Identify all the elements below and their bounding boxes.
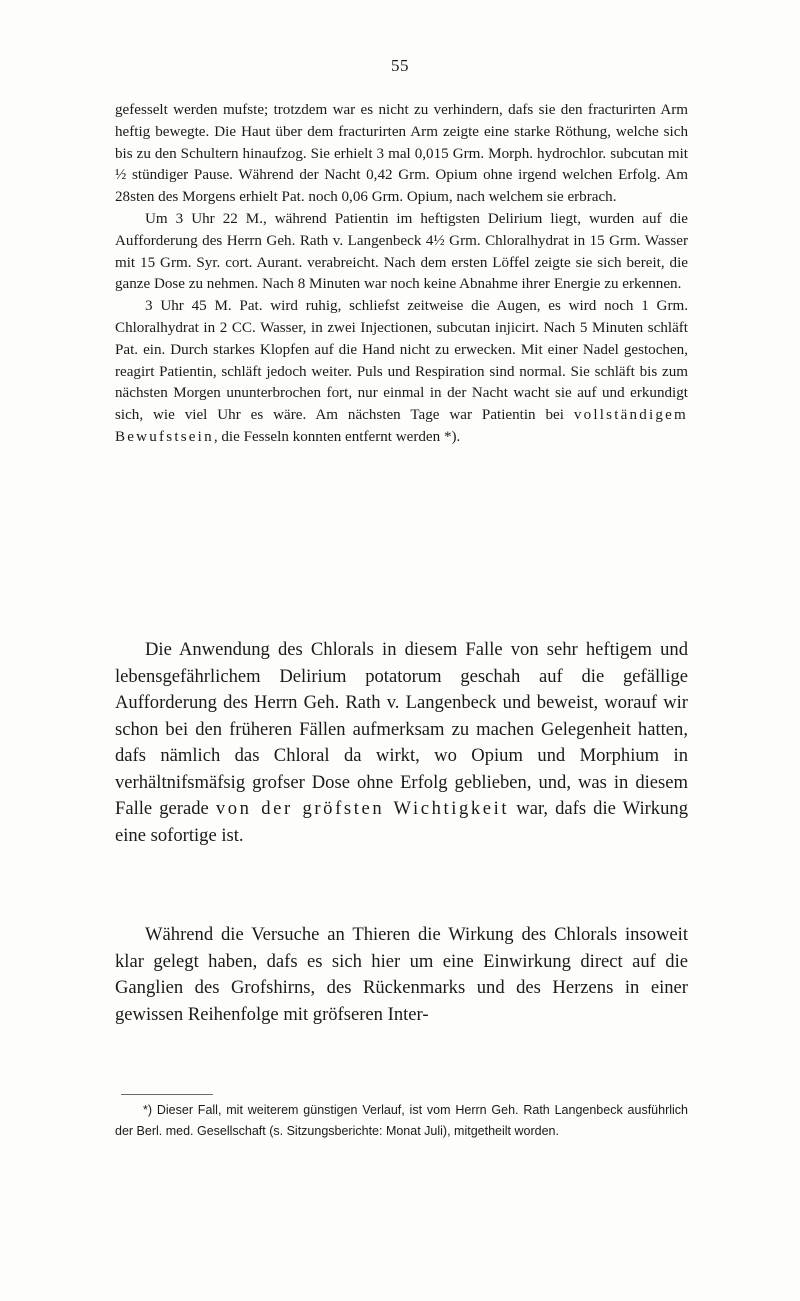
paragraph-text: Die Anwendung des Chlorals in diesem Falle von sehr heftigem und lebensgefährlichem Delirium potatorum geschah auf die gefällige Aufforderung des Herrn Geh. Rath v. Langenbeck und beweist, worauf wir schon bei den früheren Fällen aufmerksam zu machen Gelegenheit hatten, dafs nämlich das Chloral da wirkt, wo Opium und Morphium in verhältnifsmäfsig grofser Dose ohne Erfolg geblieben, und, was in diesem Falle gerade — [115, 639, 688, 819]
animal-experiments-text — [115, 922, 688, 1028]
footnote — [115, 1100, 688, 1141]
paragraph-morphine-opium: gefesselt werden mufste; trotzdem war es nicht zu verhindern, dafs sie den fracturirten Arm heftig bewegte. Die Haut über dem fracturirten Arm zeigte eine starke Röthung, welche sich bis zu den Schultern hinaufzog. Sie erhielt 3 mal 0,015 Grm. Morph. hydrochlor. subcutan mit ½ stündiger Pause. Während der Nacht 0,42 Grm. Opium ohne irgend welchen Erfolg. Am 28sten des Morgens erhielt Pat. noch 0,06 Grm. Opium, nach welchem sie erbrach. — [115, 102, 688, 206]
conclusion-text — [115, 637, 688, 849]
emphasis-spaced-text: vollständigem Bewufstsein — [115, 407, 688, 445]
footnote-divider — [121, 1094, 213, 1095]
paragraph-text: war, dafs die Wirkung eine sofortige ist. — [115, 798, 688, 846]
paragraph-chloral-dose: Um 3 Uhr 22 M., während Patientin im heftigsten Delirium liegt, wurden auf die Aufforderung des Herrn Geh. Rath v. Langenbeck 4½ Grm. Chloralhydrat in 15 Grm. Wasser mit 15 Grm. Syr. cort. Aurant. verabreicht. Nach dem ersten Löffel zeigte sie sich bereit, die ganze Dose zu nehmen. Nach 8 Minuten war noch keine Abnahme ihrer Energie zu erkennen. — [115, 210, 688, 293]
paragraph-text: , die Fesseln konnten entfernt werden *). — [213, 428, 461, 445]
paragraph-conclusion — [115, 637, 688, 849]
page-number: 55 — [391, 56, 409, 75]
paragraph-injection-outcome — [115, 296, 688, 449]
footnote-text: *) Dieser Fall, mit weiterem günstigen Verlauf, ist vom Herrn Geh. Rath Langenbeck ausführlich der Berl. med. Gesellschaft (s. Sitzungsberichte: Monat Juli), mitgetheilt worden. — [115, 1103, 688, 1138]
emphasis-spaced-text: von der gröfsten Wichtigkeit — [215, 798, 510, 819]
case-report-text — [115, 100, 688, 449]
paragraph-text: 3 Uhr 45 M. Pat. wird ruhig, schliefst zeitweise die Augen, es wird noch 1 Grm. Chloralhydrat in 2 CC. Wasser, in zwei Injectionen, subcutan injicirt. Nach 5 Minuten schläft Pat. ein. Durch starkes Klopfen auf die Hand nicht zu erwecken. Mit einer Nadel gestochen, reagirt Patientin, schläft jedoch weiter. Puls und Respiration sind normal. Sie schläft bis zum nächsten Morgen ununterbrochen fort, nur einmal in der Nacht wacht sie auf und erkundigt sich, wie viel Uhr es wäre. Am nächsten Tage war Patientin bei — [115, 298, 688, 424]
paragraph-animal-experiments: Während die Versuche an Thieren die Wirkung des Chlorals insoweit klar gelegt haben, dafs es sich hier um eine Einwirkung direct auf die Ganglien des Grofshirns, des Rückenmarks und des Herzens in einer gewissen Reihenfolge mit gröfseren Inter- — [115, 924, 688, 1025]
